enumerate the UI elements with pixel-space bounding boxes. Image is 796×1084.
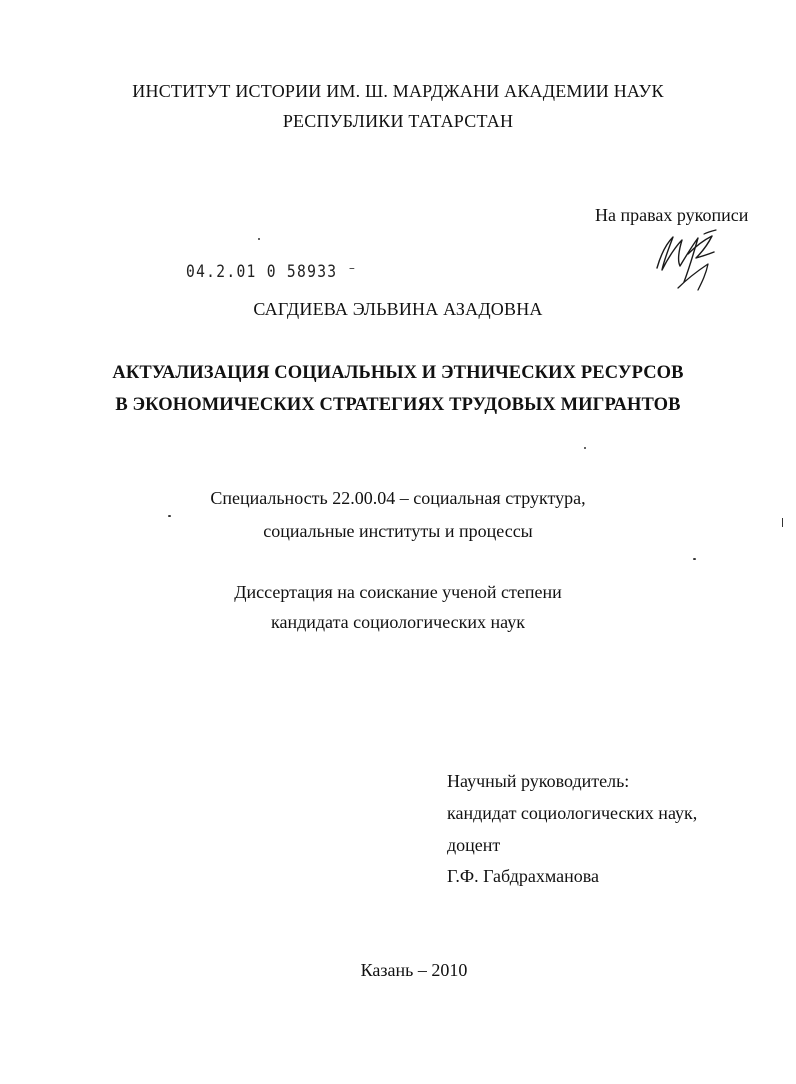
scan-speck bbox=[258, 238, 260, 240]
city-year: Казань – 2010 bbox=[360, 960, 468, 980]
institute-name-line2: РЕСПУБЛИКИ ТАТАРСТАН bbox=[282, 111, 514, 131]
handwritten-signature bbox=[652, 228, 722, 294]
specialty-line1: Специальность 22.00.04 – социальная структура, bbox=[210, 488, 586, 508]
dissertation-title-line2: В ЭКОНОМИЧЕСКИХ СТРАТЕГИЯХ ТРУДОВЫХ МИГРАНТОВ bbox=[115, 395, 681, 415]
supervisor-degree: кандидат социологических наук, bbox=[447, 803, 698, 823]
supervisor-label: Научный руководитель: bbox=[447, 771, 630, 791]
scan-speck bbox=[168, 515, 171, 517]
author-name: САГДИЕВА ЭЛЬВИНА АЗАДОВНА bbox=[253, 299, 543, 319]
dissertation-degree-line1: Диссертация на соискание ученой степени bbox=[234, 582, 562, 602]
institute-name-line1: ИНСТИТУТ ИСТОРИИ ИМ. Ш. МАРДЖАНИ АКАДЕМИИ НАУК bbox=[132, 81, 664, 101]
specialty-line2: социальные институты и процессы bbox=[263, 521, 533, 541]
scan-speck bbox=[693, 558, 696, 560]
supervisor-rank: доцент bbox=[447, 835, 501, 855]
dissertation-title-line1: АКТУАЛИЗАЦИЯ СОЦИАЛЬНЫХ И ЭТНИЧЕСКИХ РЕСУРСОВ bbox=[112, 363, 684, 383]
scan-speck bbox=[584, 447, 586, 449]
registration-number-stamp: 04.2.01 0 58933 ⁻ bbox=[186, 262, 358, 282]
dissertation-degree-line2: кандидата социологических наук bbox=[271, 612, 525, 632]
manuscript-rights-note: На правах рукописи bbox=[595, 205, 749, 225]
supervisor-name: Г.Ф. Габдрахманова bbox=[447, 866, 600, 886]
